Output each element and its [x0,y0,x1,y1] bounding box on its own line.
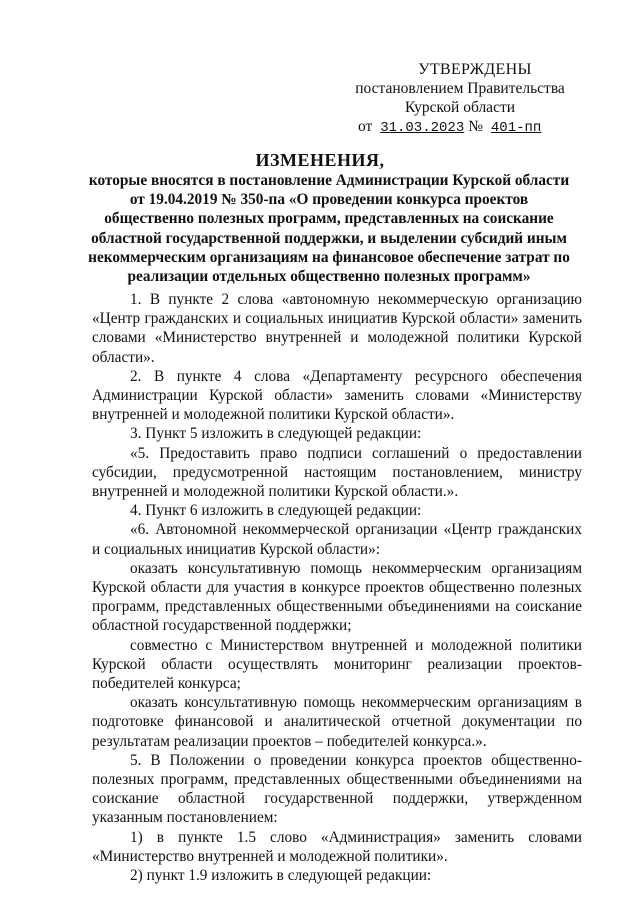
paragraph: совместно с Министерством внутренней и молодежной политики Курской области осуществлять мониторинг реализации проектов-победителей конкурса; [92,636,582,693]
document-title: ИЗМЕНЕНИЯ, [255,150,385,170]
number-label: № [468,118,484,135]
paragraph: 5. В Положении о проведении конкурса проектов общественно-полезных программ, представленных общественными объединениями на соискание областной государственной поддержки, утвержденном указанным постановлением: [92,751,582,827]
approval-line-1: постановлением Правительства [355,80,565,97]
paragraph: 2. В пункте 4 слова «Департаменту ресурсного обеспечения Администрации Курской области» заменить словами «Министерству внутренней и молодежной политики Курской области». [92,367,582,424]
approval-block [340,60,580,138]
paragraph: оказать консультативную помощь некоммерческим организациям Курской области для участия в конкурсе проектов общественно полезных программ, представленных общественными объединениями на соискание областной государственной поддержки; [92,559,582,635]
paragraph: 4. Пункт 6 изложить в следующей редакции: [130,502,422,520]
paragraph: «5. Предоставить право подписи соглашений о предоставлении субсидии, предусмотренной настоящим постановлением, министру внутренней и молодежной политики Курской области.». [92,444,582,501]
paragraph: 3. Пункт 5 изложить в следующей редакции: [130,425,422,443]
approval-title: УТВЕРЖДЕНЫ [418,61,532,78]
approval-date: 31.03.2023 [380,120,465,136]
paragraph: 1) в пункте 1.5 слово «Администрация» заменить словами «Министерство внутренней и молодежной политики». [92,828,582,865]
paragraph: 2) пункт 1.9 изложить в следующей редакции: [130,867,432,885]
from-label: от [358,118,373,135]
paragraph: оказать консультативную помощь некоммерческим организациям в подготовке финансовой и аналитической отчетной документации по результатам реализации проектов – победителей конкурса.». [92,694,582,750]
approval-number: 401-пп [490,120,542,136]
paragraph: «6. Автономной некоммерческой организации «Центр гражданских и социальных инициатив Курской области»: [92,521,582,558]
approval-date-line [340,117,580,138]
document-subtitle: которые вносятся в постановление Администрации Курской области от 19.04.2019 № 350-па «О проведении конкурса проектов общественно полезных программ, представленных на соискание областной государственной поддержки, и выделении субсидий иным некоммерческим организациям на финансовое обеспечение затрат по реализации отдельных общественно полезных программ» [88,172,570,286]
approval-line-2: Курской области [404,99,516,116]
paragraph: 1. В пункте 2 слова «автономную некоммерческую организацию «Центр гражданских и социальных инициатив Курской области» заменить словами «Министерство внутренней и молодежной политики Курской области». [92,291,582,366]
document-body [92,290,582,885]
